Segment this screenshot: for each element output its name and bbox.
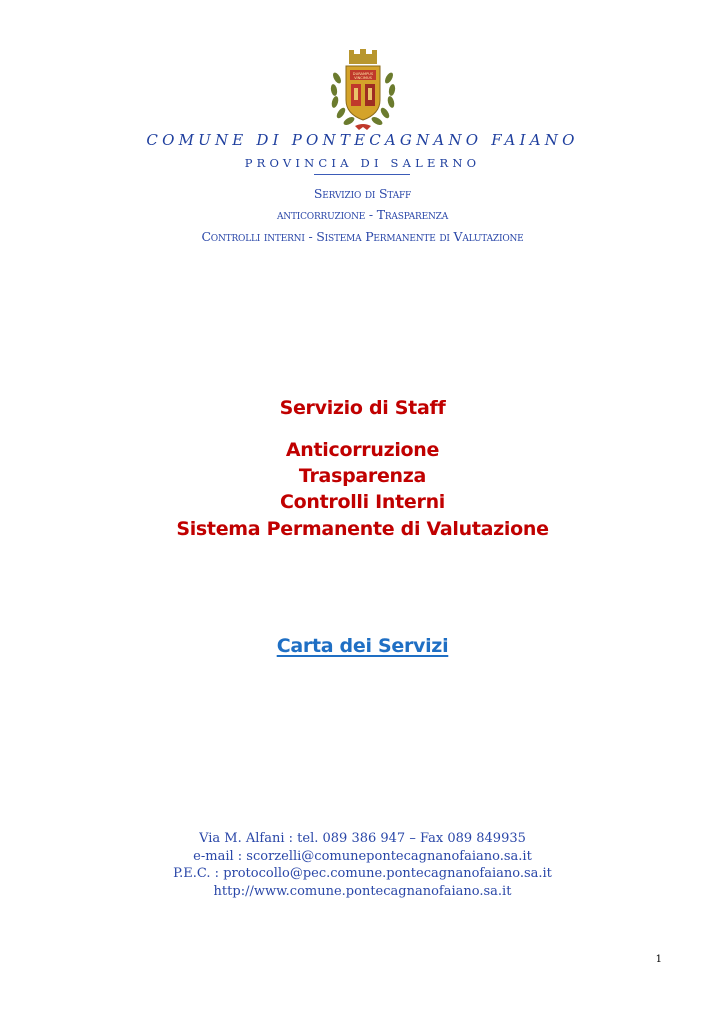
- title-transparency: Trasparenza: [298, 465, 427, 487]
- title-anticorruption: Anticorruzione: [285, 439, 440, 461]
- header-anticorruption-line: anticorruzione - Trasparenza: [276, 207, 449, 222]
- svg-text:DURAMPUS: DURAMPUS: [352, 72, 374, 76]
- municipality-name: COMUNE DI PONTECAGNANO FAIANO: [146, 131, 579, 149]
- service-charter-title: [0, 635, 725, 657]
- service-charter-label: Carta dei Servizi: [276, 635, 449, 657]
- header-controls-line: Controlli interni - Sistema Permanente di Valutazione: [201, 229, 524, 244]
- contact-pec: P.E.C. : protocollo@pec.comune.pontecagnanofaiano.sa.it: [173, 866, 552, 881]
- municipal-crest-icon: [327, 48, 399, 132]
- header-divider: [314, 174, 410, 175]
- province-name: PROVINCIA DI SALERNO: [244, 156, 481, 170]
- svg-text:VINCIMUS: VINCIMUS: [354, 76, 372, 80]
- contact-address: Via M. Alfani : tel. 089 386 947 – Fax 089 849935: [199, 831, 526, 846]
- title-internal-controls: Controlli Interni: [279, 491, 446, 513]
- title-evaluation-system: Sistema Permanente di Valutazione: [176, 518, 549, 540]
- page-number: 1: [655, 954, 662, 965]
- contact-website: http://www.comune.pontecagnanofaiano.sa.it: [213, 884, 512, 899]
- header-service-line: Servizio di Staff: [313, 186, 412, 201]
- title-staff-service: Servizio di Staff: [279, 397, 446, 419]
- contact-email: e-mail : scorzelli@comunepontecagnanofaiano.sa.it: [193, 849, 532, 864]
